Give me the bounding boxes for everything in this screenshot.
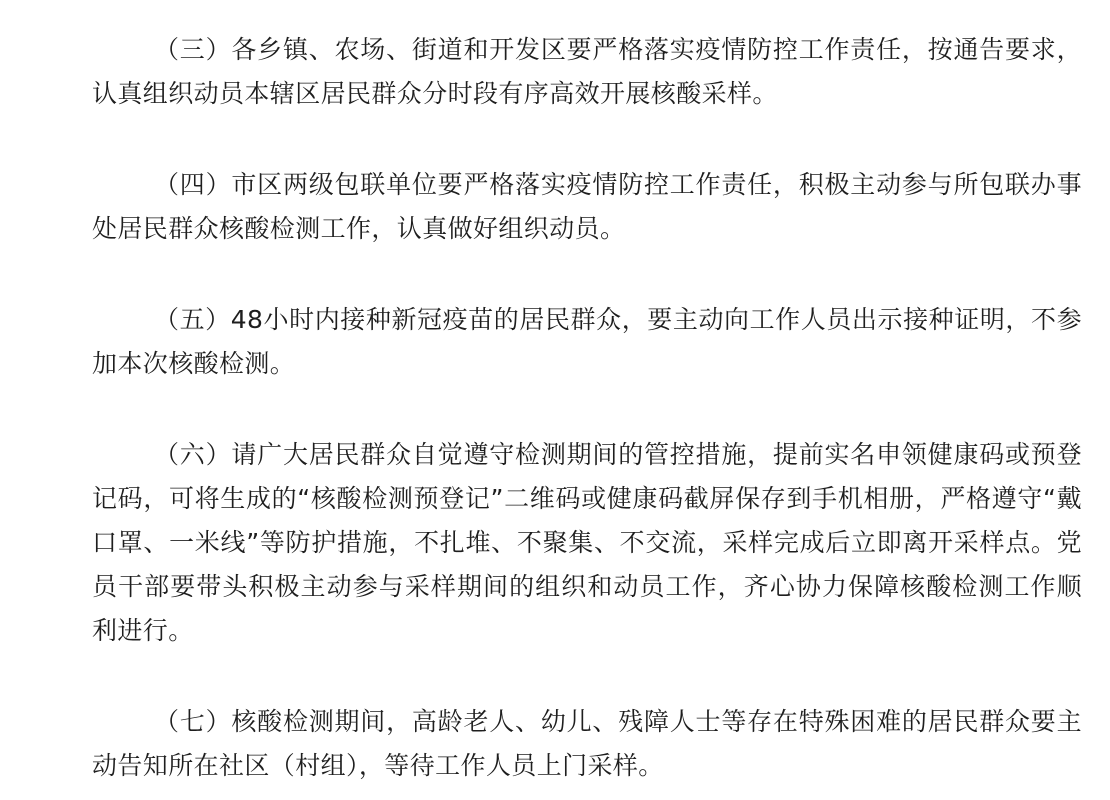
paragraph-6: （六）请广大居民群众自觉遵守检测期间的管控措施，提前实名申领健康码或预登记码，可将生成的“核酸检测预登记”二维码或健康码截屏保存到手机相册，严格遵守“戴口罩、一米线”等防护措施，不扎堆、不聚集、不交流，采样完成后立即离开采样点。党员干部要带头积极主动参与采样期间的组织和动员工作，齐心协力保障核酸检测工作顺利进行。 — [92, 440, 1082, 645]
paragraph-3: （三）各乡镇、农场、街道和开发区要严格落实疫情防控工作责任，按通告要求，认真组织动员本辖区居民群众分时段有序高效开展核酸采样。 — [92, 35, 1082, 108]
paragraph-5: （五）48小时内接种新冠疫苗的居民群众，要主动向工作人员出示接种证明，不参加本次核酸检测。 — [92, 305, 1082, 378]
paragraph-4: （四）市区两级包联单位要严格落实疫情防控工作责任，积极主动参与所包联办事处居民群众核酸检测工作，认真做好组织动员。 — [92, 170, 1082, 243]
paragraph-7: （七）核酸检测期间，高龄老人、幼儿、残障人士等存在特殊困难的居民群众要主动告知所在社区（村组），等待工作人员上门采样。 — [92, 707, 1082, 780]
